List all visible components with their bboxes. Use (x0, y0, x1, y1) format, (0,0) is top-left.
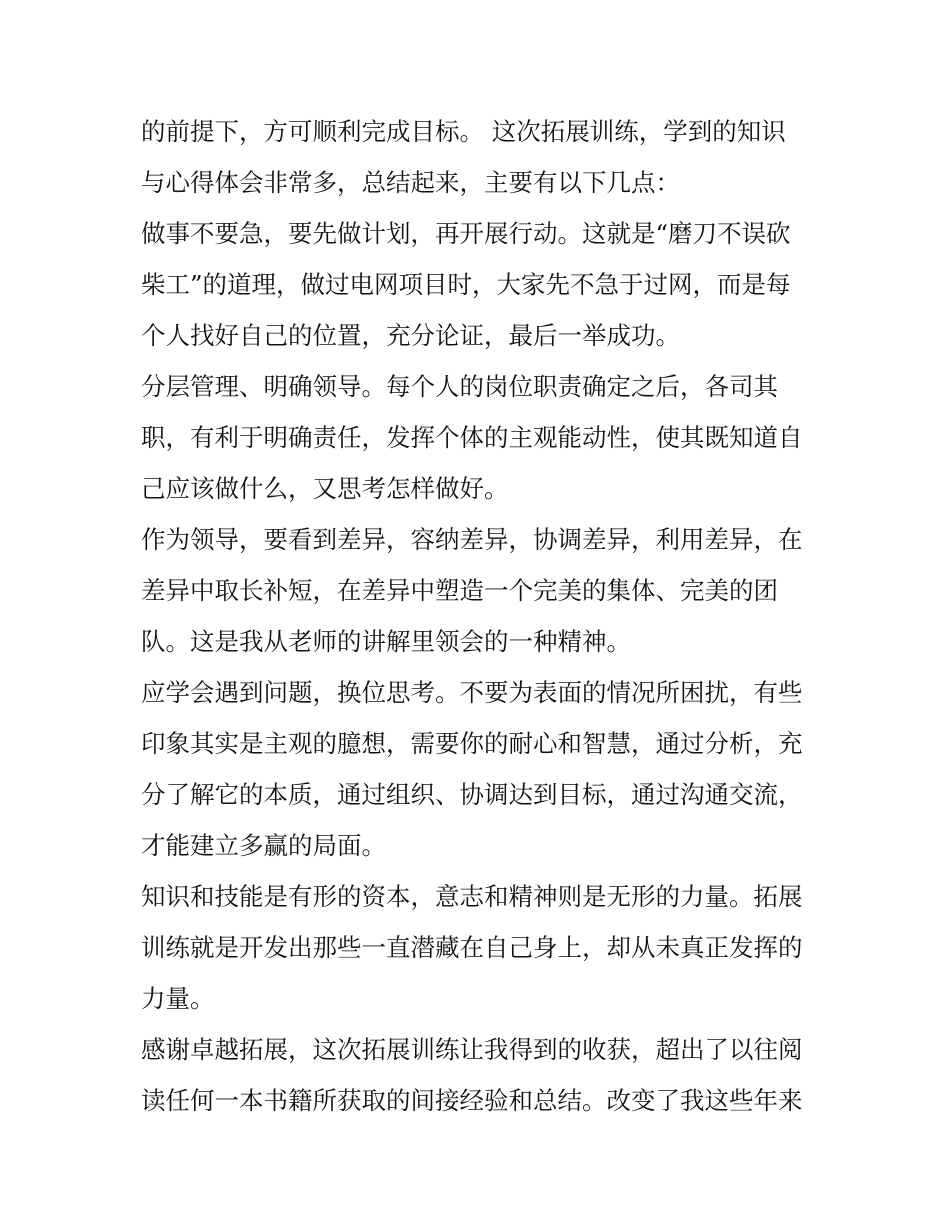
text-line: 己应该做什么，又思考怎样做好。 (141, 474, 509, 503)
text-line: 分了解它的本质，通过组织、协调达到目标，通过沟通交流， (141, 780, 803, 809)
text-line: 感谢卓越拓展，这次拓展训练让我得到的收获，超出了以往阅 (141, 1035, 803, 1064)
text-line: 印象其实是主观的臆想，需要你的耐心和智慧，通过分析，充 (141, 729, 803, 758)
text-line: 应学会遇到问题，换位思考。不要为表面的情况所困扰，有些 (141, 678, 803, 707)
text-line: 个人找好自己的位置，充分论证，最后一举成功。 (141, 321, 680, 350)
text-line: 读任何一本书籍所获取的间接经验和总结。改变了我这些年来 (141, 1086, 803, 1115)
text-line: 队。这是我从老师的讲解里领会的一种精神。 (141, 627, 631, 656)
text-line: 做事不要急，要先做计划，再开展行动。这就是“磨刀不误砍 (141, 219, 791, 248)
text-line: 分层管理、明确领导。每个人的岗位职责确定之后，各司其 (141, 372, 778, 401)
text-line: 作为领导，要看到差异，容纳差异，协调差异，利用差异，在 (141, 525, 803, 554)
text-line: 柴工”的道理，做过电网项目时，大家先不急于过网，而是每 (141, 270, 791, 299)
text-line: 差异中取长补短，在差异中塑造一个完美的集体、完美的团 (141, 576, 778, 605)
body-text (141, 106, 821, 1126)
text-line: 与心得体会非常多，总结起来，主要有以下几点： (141, 168, 680, 197)
text-line: 才能建立多赢的局面。 (141, 831, 386, 860)
text-line: 训练就是开发出那些一直潜藏在自己身上，却从未真正发挥的 (141, 933, 803, 962)
text-line: 职，有利于明确责任，发挥个体的主观能动性，使其既知道自 (141, 423, 803, 452)
text-line: 知识和技能是有形的资本，意志和精神则是无形的力量。拓展 (141, 882, 803, 911)
text-line: 的前提下，方可顺利完成目标。 这次拓展训练，学到的知识 (141, 117, 786, 146)
text-line: 力量。 (141, 984, 215, 1013)
